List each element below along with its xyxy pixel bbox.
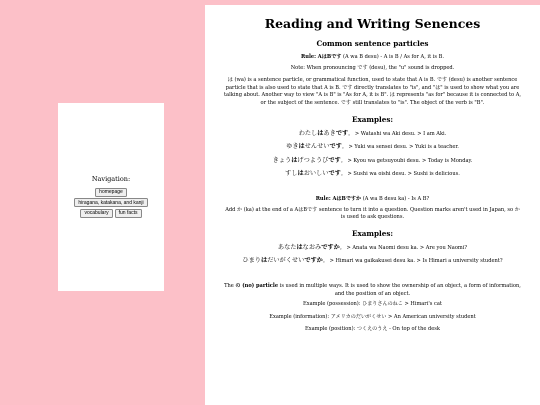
example-sentence: わたしはあきです。 > Watashi wa Aki desu. > I am Aki. <box>298 129 447 137</box>
vocabulary-button[interactable]: vocabulary <box>80 209 112 218</box>
examples-heading: Examples: <box>351 114 394 124</box>
homepage-button[interactable]: homepage <box>95 188 127 197</box>
no-example: Example (position): つくえのうえ - On top of the desk <box>305 326 440 333</box>
navigation-panel <box>58 103 164 291</box>
rule-label: Rule: AはBです <box>301 54 342 60</box>
example-sentence: ひまりはだいがくせいですか。 > Himari wa gaikakusei desu ka. > Is Himari a university student? <box>242 257 503 265</box>
example-sentence: ゆきはせんせいです。 > Yuki wa sensei desu. > Yuki is a teacher. <box>286 143 459 151</box>
no-examples-list <box>223 301 522 334</box>
examples-list <box>223 130 522 179</box>
pronunciation-note: Note: When pronouncing です (desu), the "u" sound is dropped. <box>290 64 455 71</box>
rule-label: Rule: AはBですか <box>315 195 362 202</box>
no-particle-intro: The の (no) particle is used in multiple ways. It is used to show the ownership of an object, a form of information, and the position of an object. <box>224 282 521 297</box>
question-explanation: Add か (ka) at the end of a AはBです sentence to turn it into a question. Question marks aren't used in Japan, so か is used to ask questions. <box>225 206 520 221</box>
wa-desu-explanation: は (wa) is a sentence particle, or grammatical function, used to state that A is B. です (desu) is another sentence particle that is also used to state that A is B. です directly translates to "is", and "は" is used to show what you are talking about. Another way to view "A is B" is "As for A, it is B". は represents "as for" because it is connected to A, or the subject of the sentence. です still translates to "is". The object of the verb is "B". <box>224 77 521 106</box>
main-content <box>205 5 540 405</box>
example-sentence: すしはおいしいです。 > Sushi wa oishi desu. > Sushi is delicious. <box>285 170 460 178</box>
page-title: Reading and Writing Senences <box>264 16 481 31</box>
rule-wa-desu-ka <box>223 196 522 204</box>
section-heading-particles: Common sentence particles <box>316 39 429 48</box>
examples-heading: Examples: <box>351 228 394 238</box>
example-sentence: あなたはなおみですか。 > Anata wa Naomi desu ka. > Are you Naomi? <box>277 243 468 251</box>
no-particle-label: の (no) particle <box>235 282 279 289</box>
rule-wa-desu <box>223 54 522 62</box>
rule-text: (A wa B desu ka) - Is A B? <box>361 195 430 202</box>
examples-list <box>223 244 522 266</box>
rule-text: (A wa B desu) - A is B / As for A, it is B. <box>341 54 444 60</box>
navigation-title: Navigation: <box>91 174 131 183</box>
no-example: Example (information): アメリカのだいがくせい > An American university student <box>269 313 476 320</box>
hiragana-katakana-kanji-button[interactable]: hiragana, katakana, and kanji <box>74 198 147 207</box>
fun-facts-button[interactable]: fun facts <box>115 209 142 218</box>
example-sentence: きょうはげつようびです。 > Kyou wa getsuyoubi desu. > Today is Monday. <box>272 156 473 164</box>
no-example: Example (possession): ひまりさんのねこ > Himari's cat <box>303 301 442 308</box>
